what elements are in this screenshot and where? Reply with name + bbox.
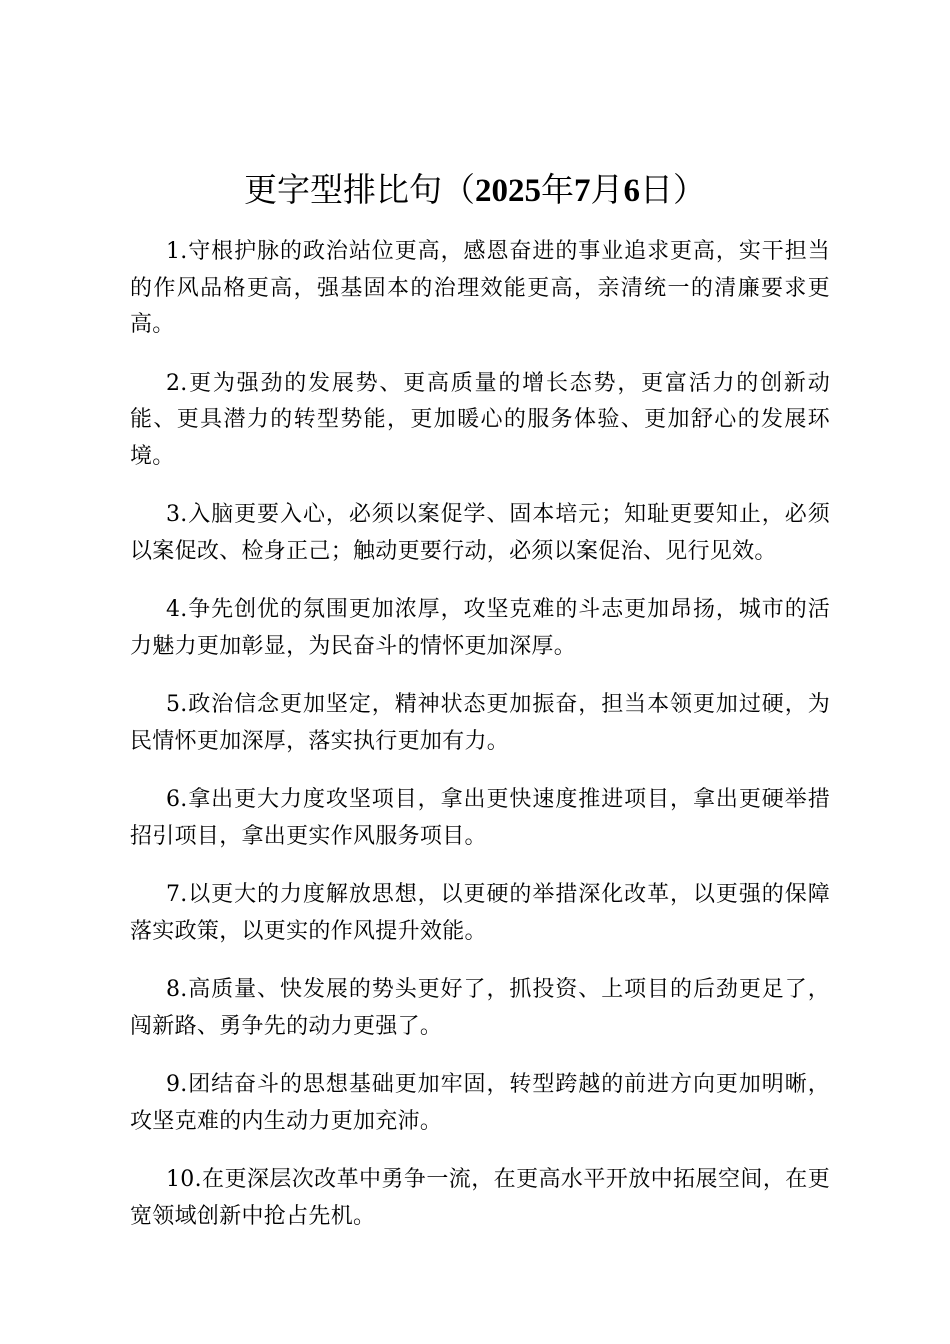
title-month-unit: 月 [590, 170, 624, 209]
paragraph-6: 6.拿出更大力度攻坚项目，拿出更快速度推进项目，拿出更硬举措招引项目，拿出更实作风服务项目。 [130, 787, 830, 849]
document-body [130, 234, 830, 1257]
title-day-unit: 日） [640, 170, 706, 209]
paragraph-10: 10.在更深层次改革中勇争一流，在更高水平开放中拓展空间，在更宽领域创新中抢占先机。 [130, 1167, 830, 1229]
title-text: 更字型排比句（ [244, 170, 475, 209]
title-month: 7 [574, 173, 591, 209]
document-title [0, 168, 950, 213]
paragraph-1: 1.守根护脉的政治站位更高，感恩奋进的事业追求更高，实干担当的作风品格更高，强基固本的治理效能更高，亲清统一的清廉要求更高。 [130, 239, 830, 337]
paragraph-5: 5.政治信念更加坚定，精神状态更加振奋，担当本领更加过硬，为民情怀更加深厚，落实执行更加有力。 [130, 692, 830, 754]
title-day: 6 [623, 173, 640, 209]
paragraph-4: 4.争先创优的氛围更加浓厚，攻坚克难的斗志更加昂扬，城市的活力魅力更加彰显，为民奋斗的情怀更加深厚。 [130, 597, 830, 659]
paragraph-8: 8.高质量、快发展的势头更好了，抓投资、上项目的后劲更足了，闯新路、勇争先的动力更强了。 [130, 977, 830, 1039]
paragraph-3: 3.入脑更要入心，必须以案促学、固本培元；知耻更要知止，必须以案促改、检身正己；触动更要行动，必须以案促治、见行见效。 [130, 502, 830, 564]
paragraph-2: 2.更为强劲的发展势、更高质量的增长态势，更富活力的创新动能、更具潜力的转型势能，更加暖心的服务体验、更加舒心的发展环境。 [130, 370, 830, 469]
paragraph-7: 7.以更大的力度解放思想，以更硬的举措深化改革，以更强的保障落实政策，以更实的作风提升效能。 [130, 882, 830, 944]
title-year-unit: 年 [541, 170, 574, 209]
paragraph-9: 9.团结奋斗的思想基础更加牢固，转型跨越的前进方向更加明晰，攻坚克难的内生动力更加充沛。 [130, 1072, 830, 1134]
title-year: 2025 [475, 173, 541, 209]
